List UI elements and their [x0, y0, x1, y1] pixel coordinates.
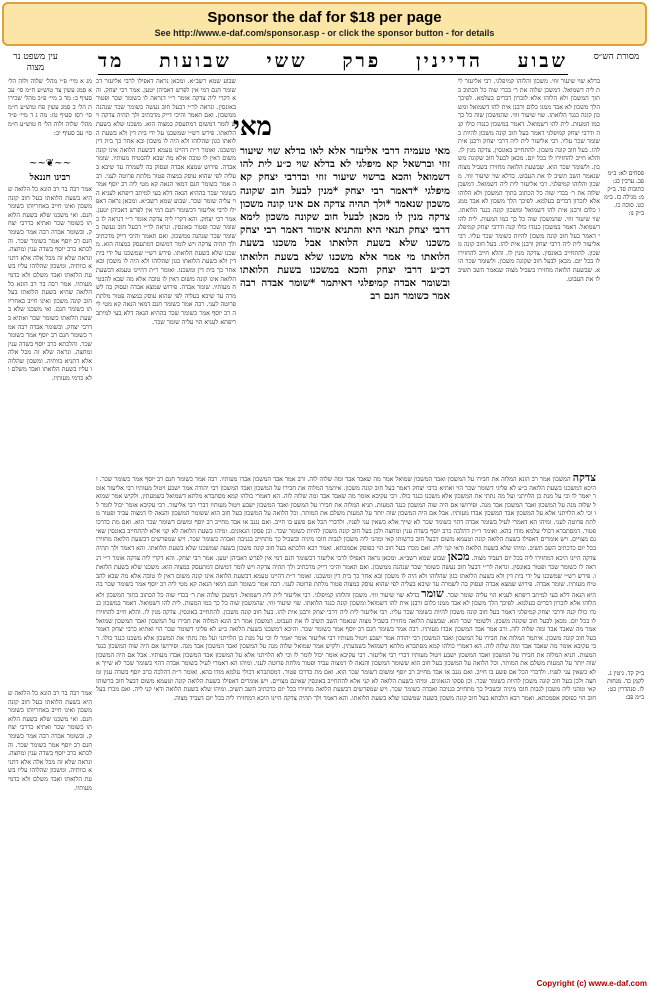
commentary-text: המשכון אמר רב הונא המלוה את חבירו על המשכון ואבד המשכון שמואל אמר מה שאבד אבד ומה שלוה לוה. ורב אמר אבד המשכון אבדו מעותיו. רבה אמר כשומר חנם רב יוסף אמר כשומר שכר. והיכא דמשכנו בשעת הלואה כ״ע לא פליגי דשומר שכר הוי ואתיא כרבי יצחק דאמר בעל חוב קונה משכון. איתמר המלוה את חבירו על המשכון ואבד המשכון רבי יהודה אמר ישבע ויטול מעותיו רבי אליעזר אומר יאמר לו וכי על מנת כן הלויתני ועל מה נתתי את המשכון אלא משכנו כנגד כולו. רבי עקיבא אומר מה שאבד אבד ומה שלוה לוה. הא דאמרי כולהו קמא מסתברא מלתא דשמואל בשמעתין. ולקיש אמר שמואל שלוה מנה על המשכון ואבד המשכון אבד מנה. ופירושו אם היה שוה המשכון כנגד המעות. תניא המלוה את חבירו על המשכון ואבד המשכון ישבע ויטול מעותיו דברי רבי אליעזר. רבי עקיבא אומר יכול לומר לו וכי לא הלויתני אלא על המשכון אבד המשכון אבדו מעותיו. אבל אם היה המשכון שוה יותר על המעות משלם את המותר. וכל הלואה על המשכון בעל חוב הוא ששומר המשכון והנאה לו דמצוה עביד ופטור מלתת פרוטה לעני. ומיהו הא דאמרי לעיל בשומר אבדה דהוי כשומר שכר לא שייך אלא כשאין עני לפניו. ולדברי הכל אם פשע בו חייב. ואם נגנב או אבד מחייב רב יוסף ומשום דשומר שכר הוא. ואם מת כדרכו פטור. דמסתברא דכולי עלמא מודו בהא. ואומר ר״ת דהלכה כרב יוסף בשדה ענין ומחצה ולכן בעל חוב קונה משכון להיות כשומר שכר. וכן פסקו הגאונים. ומיהו בשעת הלואה לא קני אלא להתחייב באונסין שאינם מצויים. ויש אומרים דאפילו בשעת הלואה קונה וטעמא משום דבעל חוב ברשותו קאי ומהני ליה משכון לגבות חובו מיניה ובשביל כך מתחייב בגניבה ואבדה כשומר שכר. ויש שמפרשים דבשעת הלואה מחזירו בכל יום כדכתיב השב תשיב. ומיהו שלא בשעת הלואה ודאי קני ליה. ואם מכרו בעל חוב הוי כפוסק אסמכתא. ואמר רבא הלכתא בעל חוב קונה משכון בשעה שמשכנו שלא בשעת הלואתו. והא דאמר ולך תהיה צדקה היינו היכא דמחזירו ליה בכל יום דעביד מצוה. [96, 476, 596, 563]
commentary-text-3: בדלא שוי שיעור זוזי. משכון והלוהו קמיפלגי. רבי אליעזר לית ליה דשמואל. דמשכן שלוה את ר׳ בכדי שוה כל הכתוב בתוך המשכון ולא הלוהו אלא לזכרון דברים בעלמא. לפיכך הלך משכון לא אבד ממנו כלום ורבנן אית להו דשמואל ומשכון קונה כנגד הלואתו. שוי שיעור זוזי. שהמשכון שוה כל כך כמו המעות. לית להו דשמואל. דאמר במשכון כנגדו כולו קנה ודרבי יצחק קמיפלגי דאמר בעל חוב קונה משכון להיות כשומר שכר עליו. רבי אליעזר לית ליה דרבי יצחק ורבנן אית להו. בעל חוב קונה משכון. להתחייב באונסין. צדקה מנין לו. והלא חייב להחזירו לו בכל יום. מכאן לבעל חוב שקונה משכון. ולשומר שכר הוא. שבשעת הלואה מחזירו בשביל מצוה שנאמר השב תשיב לו את העבוט. [96, 591, 596, 625]
rabbeinu-chananel-text-fill: אמר רבה בר רב הונא כל הלואה שהיא בשעת הלואתו בעל חוב קונה משכון ואינו חייב באחריותו כשומר חנם. ואי משכנו שלא בשעת הלואתו כשומר שכר ואתיא כדרבי יצחק. ובשומר אבדה רבה אמר כשומר חנם רב יוסף אמר כשומר שכר. והלכתא כרב יוסף בשדה ענין ומחצה. ונראה שלא זה מכל אלה אלא דתניא כוותיה. ומשכון שהלוהו עליו בשעת הלואתו ואבד משלם ולא כדמי מעותיו. [8, 280, 92, 383]
gemara-column [240, 145, 450, 465]
commentary-text-2: שבוע שמא רשב״א. ומכאן נראה דאפילו לרבי אליעזר דכשומר חנם דמי אין לפרש דאביהן יטען. אמר רבי יצחק. והא דקרי ליה צדקה אומר ר״י דנראה לו כשומר שכר ופטור באונסין. ונראה לר״י דבעל חוב נעשה כשומר שכר שנהנה ממשכון. ואם תאמר והיכי דייק מדכתיב ולך תהיה צדקה ויש לומר דמשום דמתעסק במצוה הוא. משכנו שלא בשעת הלואתו. פירש רש״י שמשכנו על ידי בית דין ולא בשעת הלואתו כגון שהלוהו ולא היה לו משכון ובא אחר כך בית דין ומשכנו. ואומר ר״ת דהיינו טעמא דבשעת הלואה אינו קונה משום דאין לו טובה אלא מה שבא להבטיח מעותיו. שומר אבדה. פירוש שמצא אבדה ועסוק בה לשמרה עד שיבא בעליה לפי שהוא עוסק במצוה פטור מלתת פרוטה לעני. רבה אמר כשומר חנם דמאי הנאה קא מטי ליה רב יוסף אמר כשומר שכר בההיא הנאה דלא בעי למיתב ריפתא לעניא הוי עליה שומר שכר. [96, 555, 596, 599]
margin-notes-right [604, 670, 644, 790]
page-header [98, 50, 568, 75]
masoret-title: מסורת הש״ס [593, 52, 640, 62]
header-word: מד [98, 50, 125, 72]
talmud-page [8, 50, 644, 970]
ornament-divider: ~~❦~~ [29, 158, 71, 169]
commentary-text-4: המשכון אמר רב הונא המלוה את חבירו על המשכון ואבד המשכון שמואל אמר מה שאבד אבד ומה שלוה לוה. ורב אמר אבד המשכון אבדו מעותיו. רבה אמר כשומר חנם רב יוסף אמר כשומר שכר. והיכא דמשכנו בשעת הלואה כ״ע לא פליגי דשומר שכר הוי ואתיא כרבי יצחק דאמר בעל חוב קונה משכון. איתמר המלוה את חבירו על המשכון ואבד המשכון רבי יהודה אמר ישבע ויטול מעותיו רבי אליעזר אומר יאמר לו וכי על מנת כן הלויתני ועל מה נתתי את המשכון אלא משכנו כנגד כולו. רבי עקיבא אומר מה שאבד אבד ומה שלוה לוה. הא דאמרי כולהו קמא מסתברא מלתא דשמואל בשמעתין. ולקיש אמר שמואל שלוה מנה על המשכון ואבד המשכון אבד מנה. ופירושו אם היה שוה המשכון כנגד המעות. תניא המלוה את חבירו על המשכון ואבד המשכון ישבע ויטול מעותיו דברי רבי אליעזר. רבי עקיבא אומר יכול לומר לו וכי לא הלויתני אלא על המשכון אבד המשכון אבדו מעותיו. אבל אם היה המשכון שוה יותר על המעות משלם את המותר. וכל הלואה על המשכון בעל חוב הוא ששומר המשכון והנאה לו דמצוה עביד ופטור מלתת פרוטה לעני. ומיהו הא דאמרי לעיל בשומר אבדה דהוי כשומר שכר לא שייך אלא כשאין עני לפניו. ולדברי הכל אם פשע בו חייב. ואם נגנב או אבד מחייב רב יוסף ומשום דשומר שכר הוא. ואם מת כדרכו פטור. דמסתברא דכולי עלמא מודו בהא. ואומר ר״ת דהלכה כרב יוסף בשדה ענין ומחצה ולכן בעל חוב קונה משכון להיות כשומר שכר. וכן פסקו הגאונים. ומיהו בשעת הלואה לא קני אלא להתחייב באונסין שאינם מצויים. ויש אומרים דאפילו בשעת הלואה קונה וטעמא משום דבעל חוב ברשותו קאי ומהני ליה משכון לגבות חובו מיניה ובשביל כך מתחייב בגניבה ואבדה כשומר שכר. ויש שמפרשים דבשעת הלואה מחזירו בכל יום כדכתיב השב תשיב. ומיהו שלא בשעת הלואה ודאי קני ליה. ואם מכרו בעל חוב הוי כפוסק אסמכתא. ואמר רבא הלכתא בעל חוב קונה משכון בשעה שמשכנו שלא בשעת הלואתו. והא דאמר ולך תהיה צדקה היינו היכא דמחזירו ליה בכל יום דעביד מצוה. [96, 617, 596, 702]
header-word: שבועות [159, 50, 232, 72]
rabbeinu-chananel-text: אמר רבה בר רב הונא כל הלואה שהיא בשעת הלואתו בעל חוב קונה משכון ואינו חייב באחריותו כשומר חנם. ואי משכנו שלא בשעת הלואתו כשומר שכר ואתיא כדרבי יצחק. ובשומר אבדה רבה אמר כשומר חנם רב יוסף אמר כשומר שכר. והלכתא כרב יוסף בשדה ענין ומחצה. ונראה שלא זה מכל אלה אלא דתניא כוותיה. ומשכון שהלוהו עליו בשעת הלואתו ואבד משלם ולא כדמי מעותיו. [8, 186, 92, 288]
rabbeinu-chananel-lower [8, 690, 92, 965]
rabbeinu-chananel-title: רבינו חננאל [29, 173, 71, 183]
rashi-text-fill: בדלא שוי שיעור זוזי. משכון והלוהו קמיפלגי. רבי אליעזר לית ליה דשמואל. דמשכן שלוה את ר׳ בכדי שוה כל הכתוב בתוך המשכון ולא הלוהו אלא לזכרון דברים בעלמא. לפיכך הלך משכון לא אבד ממנו כלום ורבנן אית להו דשמואל ומשכון קונה כנגד הלואתו. שוי שיעור זוזי. שהמשכון שוה כל כך כמו המעות. לית להו דשמואל. דאמר במשכון כנגדו כולו קנה ודרבי יצחק קמיפלגי דאמר בעל חוב קונה משכון להיות כשומר שכר עליו. רבי אליעזר לית ליה דרבי יצחק ורבנן אית להו. בעל חוב קונה משכון. להתחייב באונסין. צדקה מנין לו. והלא חייב להחזירו לו בכל יום. מכאן לבעל חוב שקונה משכון. ולשומר שכר הוא. שבשעת הלואה מחזירו בשביל מצוה שנאמר השב תשיב לו את העבוט. [458, 172, 600, 283]
commentary-bottom [96, 474, 596, 964]
rabbeinu-chananel-header [8, 172, 92, 183]
gemara-text: מאי טעמיה דרבי אליעזר אלא לאו בדלא שוי שיעור זוזי וברשאל קא מיפלגי לא בדלא שוי כ״ע לית להו דשמואל והכא ברשוי שיעור זוזי ובדרבי יצחק קא מיפלגי *דאמר רבי יצחק *מנין לבעל חוב שקונה משכון שנאמר *ולך תהיה צדקה אם אינו קונה משכון צדקה מנין לו מכאן לבעל חוב שקונה משכון לימא דרבי יצחק תנאי היא והתניא אימור דאמר רבי יצחק משכנו שלא בשעת הלואתו אבל משכנו בשעת הלואתו מי אמר אלא משכנו שלא בשעת הלואתו דכ״ע דרבי יצחק והכא במשכנו בשעת הלואתו ובשומר אבדה קמיפלגי דאיתמר *שומר אבדה רבה אמר כשומר חנם רב [240, 145, 450, 303]
gemara-keyword-shomer: שומר [421, 586, 444, 600]
gemara-keyword-mikan: מכאן [447, 550, 470, 564]
tosafot-column [96, 78, 236, 470]
ein-mishpat-column [8, 78, 92, 158]
masoret-text: פסחים לא: ב״מ פב. ערכין כג: כתובות סד. ב״ק מ: מגילה כז. ב״מ כט. סוכה כו. ב״ק נו: [604, 170, 644, 217]
margin-notes-text: ב״ק קד. גיטין ג. לקמן כד. מנחות לו. סנהדרין כט: ב״מ פב: [607, 670, 644, 701]
sponsor-banner[interactable] [2, 2, 647, 46]
rabbeinu-chananel-column [8, 186, 92, 686]
sponsor-subtitle[interactable]: See http://www.e-daf.com/sponsor.asp - or click the sponsor button - for details [154, 28, 495, 38]
header-word: הדיינין [415, 50, 483, 72]
ein-mishpat-title: עין משפט נר מצוה [13, 52, 58, 73]
copyright-link[interactable]: Copyright (c) www.e-daf.com [536, 979, 647, 988]
rashi-column [458, 78, 600, 470]
header-word: שבוע [517, 50, 568, 72]
rabbeinu-chananel-lower-text: אמר רבה בר רב הונא כל הלואה שהיא בשעת הלואתו בעל חוב קונה משכון ואינו חייב באחריותו כשומר חנם. ואי משכנו שלא בשעת הלואתו כשומר שכר ואתיא כדרבי יצחק. ובשומר אבדה רבה אמר כשומר חנם רב יוסף אמר כשומר שכר. והלכתא כרב יוסף בשדה ענין ומחצה. ונראה שלא זה מכל אלה אלא דתניא כוותיה. ומשכון שהלוהו עליו בשעת הלואתו ואבד משלם ולא כדמי מעותיו. [8, 690, 92, 792]
gemara-keyword-tzedakah: צדקה [572, 474, 596, 484]
tosafot-text: שבוע שמא רשב״א. ומכאן נראה דאפילו לרבי אליעזר דכשומר חנם דמי אין לפרש דאביהן יטען. אמר רבי יצחק. והא דקרי ליה צדקה אומר ר״י דנראה לו כשומר שכר ופטור באונסין. ונראה לר״י דבעל חוב נעשה כשומר שכר שנהנה ממשכון. ואם תאמר והיכי דייק מדכתיב ולך תהיה צדקה ויש לומר דמשום דמתעסק במצוה הוא. משכנו שלא בשעת הלואתו. פירש רש״י שמשכנו על ידי בית דין ולא בשעת הלואתו כגון שהלוהו ולא היה לו משכון ובא אחר כך בית דין ומשכנו. ואומר ר״ת דהיינו טעמא דבשעת הלואה אינו קונה משום דאין לו טובה אלא מה שבא להבטיח מעותיו. שומר אבדה. פירוש שמצא אבדה ועסוק בה לשמרה עד שיבא בעליה לפי שהוא עוסק במצוה פטור מלתת פרוטה לעני. רבה אמר כשומר חנם דמאי הנאה קא מטי ליה רב יוסף אמר כשומר שכר בההיא הנאה דלא בעי למיתב ריפתא לעניא הוי עליה שומר שכר. [96, 78, 236, 206]
sponsor-title[interactable]: Sponsor the daf for $18 per page [207, 9, 442, 26]
rashi-text: בדלא שוי שיעור זוזי. משכון והלוהו קמיפלגי. רבי אליעזר לית ליה דשמואל. דמשכן שלוה את ר׳ בכדי שוה כל הכתוב בתוך המשכון ולא הלוהו אלא לזכרון דברים בעלמא. לפיכך הלך משכון לא אבד ממנו כלום ורבנן אית להו דשמואל ומשכון קונה כנגד הלואתו. שוי שיעור זוזי. שהמשכון שוה כל כך כמו המעות. לית להו דשמואל. דאמר במשכון כנגדו כולו קנה ודרבי יצחק קמיפלגי דאמר בעל חוב קונה משכון להיות כשומר שכר עליו. רבי אליעזר לית ליה דרבי יצחק ורבנן אית להו. בעל חוב קונה משכון. להתחייב באונסין. צדקה מנין לו. והלא חייב להחזירו לו בכל יום. מכאן לבעל חוב שקונה משכון. ולשומר שכר הוא. שבשעת הלואה מחזירו בשביל מצוה שנאמר השב תשיב לו את העבוט. [458, 78, 600, 180]
header-word: פרק [342, 50, 382, 72]
header-word: ששי [266, 50, 308, 72]
ein-mishpat-text: מג א מיי׳ פ״י מהל׳ שלוה ולוה הל׳ א סמג עשין צד טוש״ע ח״מ סי׳ עב סעיף ב: מד ב מיי׳ פ״ב מהל׳ שכירות הל׳ ב סמג עשין פח טוש״ע ח״מ סי׳ רסז סעיף טז: מה ג ד מיי׳ פ״ד מהל׳ שלוה ולוה הל׳ ח טוש״ע ח״מ סי׳ עב סעיף יב: [8, 78, 92, 137]
tosafot-text-fill: שבוע שמא רשב״א. ומכאן נראה דאפילו לרבי אליעזר דכשומר חנם דמי אין לפרש דאביהן יטען. אמר רבי יצחק. והא דקרי ליה צדקה אומר ר״י דנראה לו כשומר שכר ופטור באונסין. ונראה לר״י דבעל חוב נעשה כשומר שכר שנהנה ממשכון. ואם תאמר והיכי דייק מדכתיב ולך תהיה צדקה ויש לומר דמשום דמתעסק במצוה הוא. משכנו שלא בשעת הלואתו. פירש רש״י שמשכנו על ידי בית דין ולא בשעת הלואתו כגון שהלוהו ולא היה לו משכון ובא אחר כך בית דין ומשכנו. ואומר ר״ת דהיינו טעמא דבשעת הלואה אינו קונה משום דאין לו טובה אלא מה שבא להבטיח מעותיו. שומר אבדה. פירוש שמצא אבדה ועסוק בה לשמרה עד שיבא בעליה לפי שהוא עוסק במצוה פטור מלתת פרוטה לעני. רבה אמר כשומר חנם דמאי הנאה קא מטי ליה רב יוסף אמר כשומר שכר בההיא הנאה דלא בעי למיתב ריפתא לעניא הוי עליה שומר שכר. [96, 198, 236, 326]
gemara-opening-word: מאי [233, 112, 272, 142]
